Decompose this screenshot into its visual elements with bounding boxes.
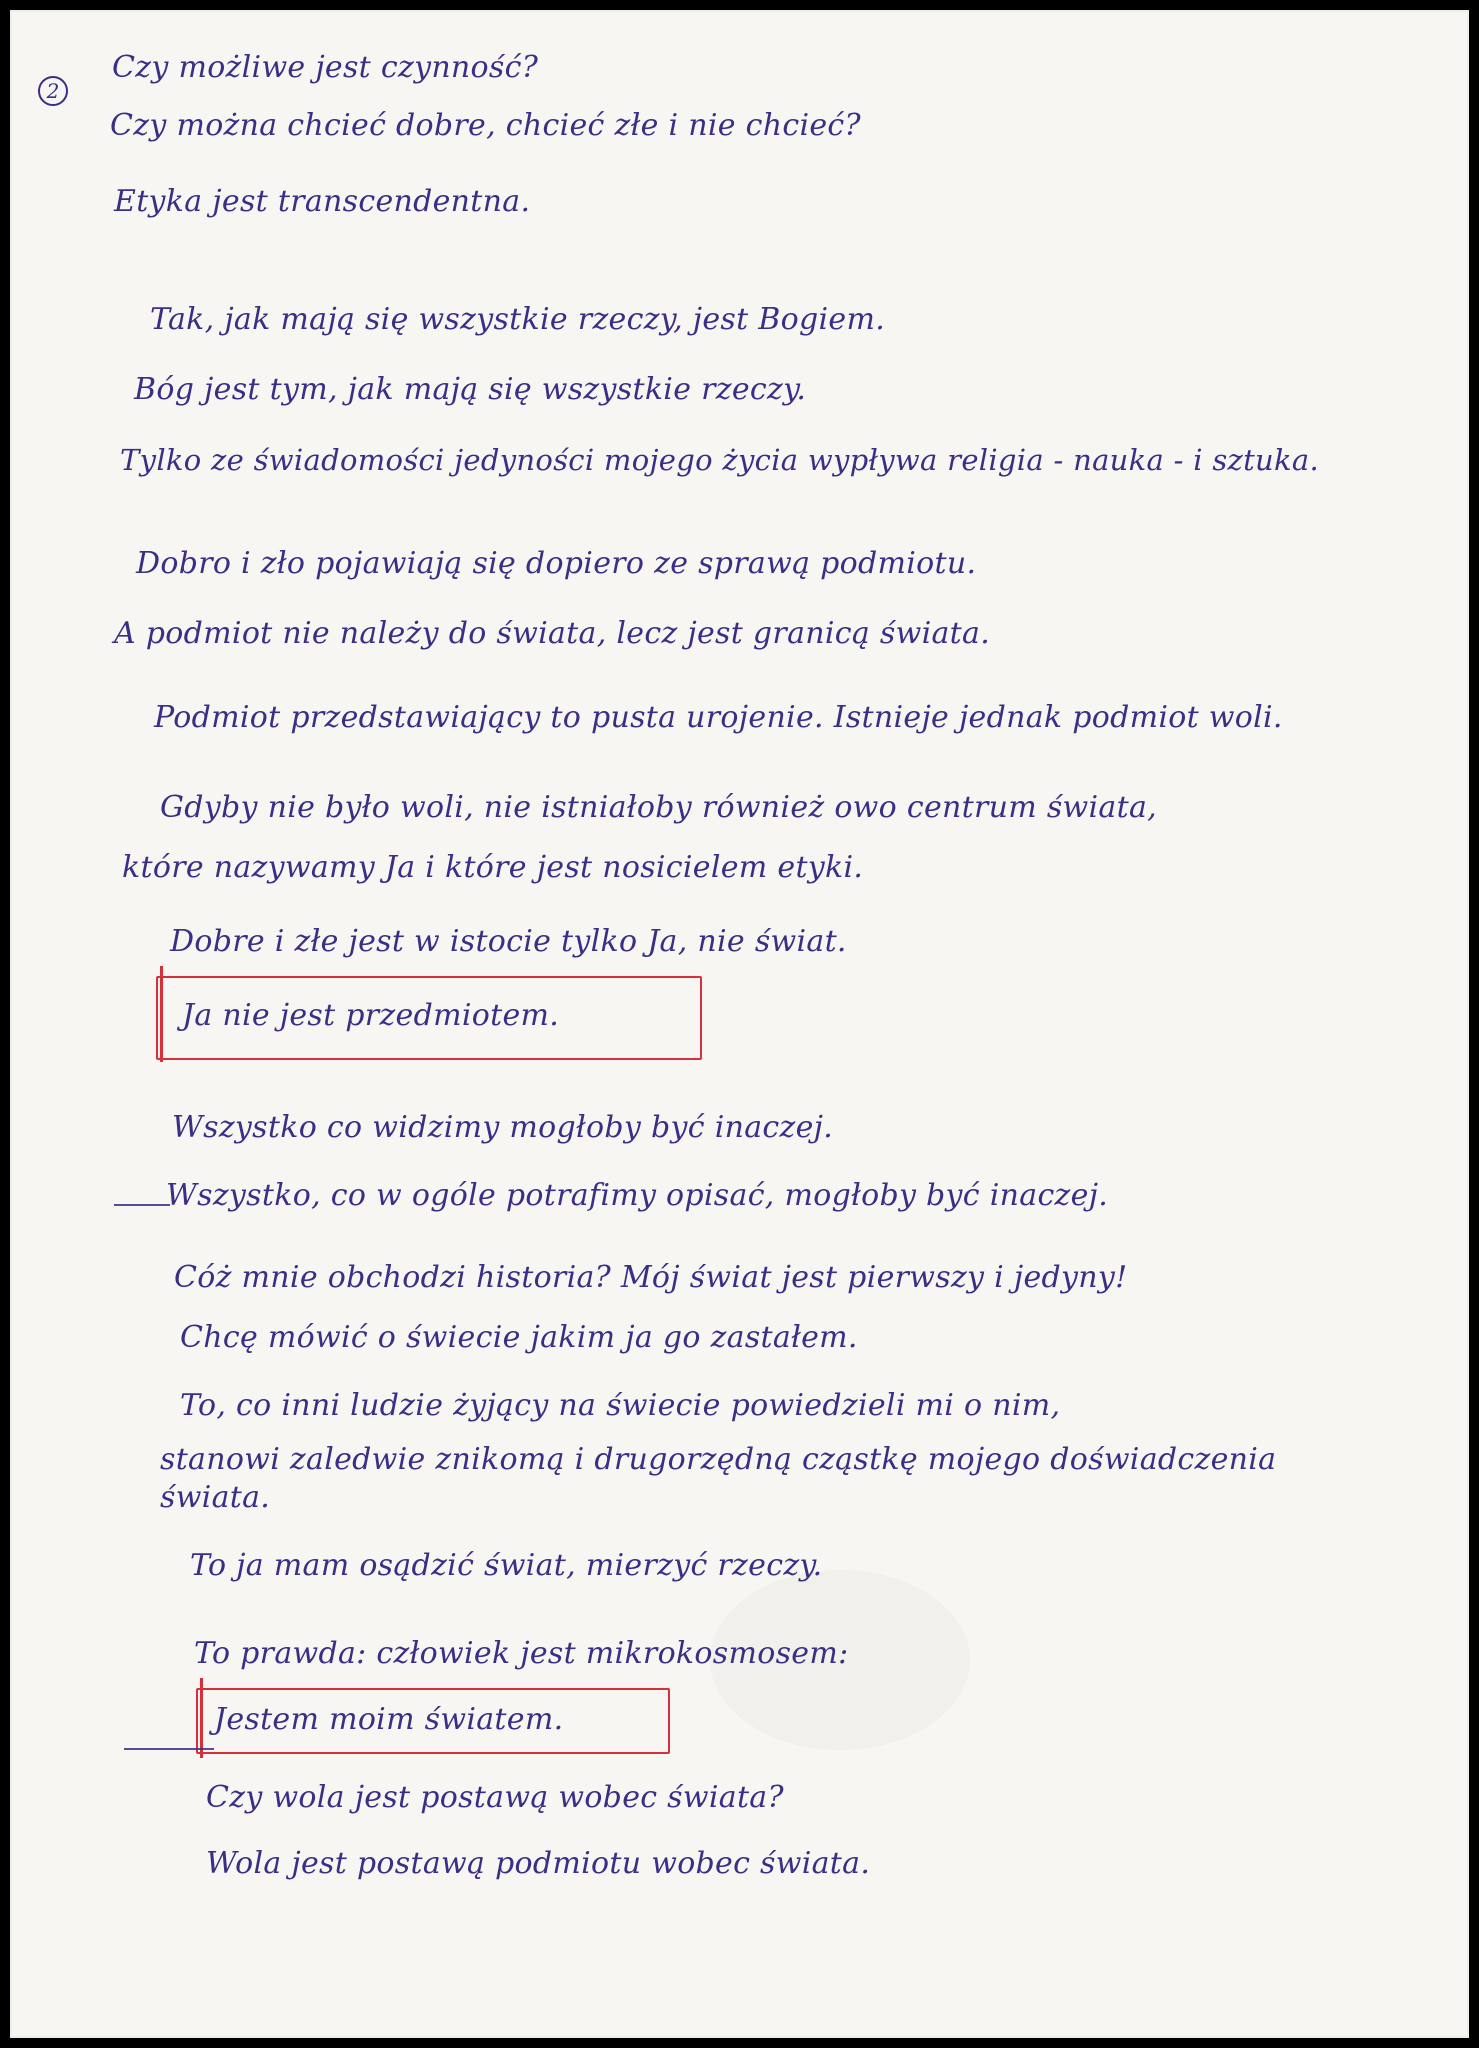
text-line-8: A podmiot nie należy do świata, lecz jest granicą świata. — [114, 616, 991, 651]
text-line-11: które nazywamy Ja i które jest nosicielem etyki. — [122, 850, 864, 885]
text-line-17: Chcę mówić o świecie jakim ja go zastałem. — [180, 1320, 858, 1355]
text-line-3: Etyka jest transcendentna. — [114, 184, 531, 219]
text-line-12: Dobre i złe jest w istocie tylko Ja, nie świat. — [170, 924, 847, 959]
text-line-19: stanowi zaledwie znikomą i drugorzędną cząstkę mojego doświadczenia — [160, 1442, 1277, 1477]
text-line-9: Podmiot przedstawiający to pusta urojenie. Istnieje jednak podmiot woli. — [154, 700, 1283, 735]
margin-rule-2 — [124, 1748, 214, 1750]
red-tick-mark-2 — [200, 1678, 203, 1758]
text-line-5: Bóg jest tym, jak mają się wszystkie rzeczy. — [134, 372, 807, 407]
text-line-6: Tylko ze świadomości jedyności mojego życia wypływa religia - nauka - i sztuka. — [120, 443, 1320, 477]
text-line-14: Wszystko co widzimy mogłoby być inaczej. — [172, 1110, 834, 1145]
text-line-16: Cóż mnie obchodzi historia? Mój świat jest pierwszy i jedyny! — [174, 1260, 1128, 1295]
text-line-15: Wszystko, co w ogóle potrafimy opisać, mogłoby być inaczej. — [166, 1178, 1109, 1213]
text-line-21: To ja mam osądzić świat, mierzyć rzeczy. — [190, 1548, 823, 1583]
red-tick-mark-1 — [160, 966, 163, 1062]
text-line-22: To prawda: człowiek jest mikrokosmosem: — [194, 1636, 849, 1671]
text-line-18: To, co inni ludzie żyjący na świecie powiedzieli mi o nim, — [180, 1388, 1061, 1423]
text-line-7: Dobro i zło pojawiają się dopiero ze sprawą podmiotu. — [136, 546, 977, 581]
text-line-25: Wola jest postawą podmiotu wobec świata. — [206, 1846, 871, 1881]
page-number: 2 — [38, 76, 68, 106]
text-line-24: Czy wola jest postawą wobec świata? — [206, 1780, 784, 1815]
text-line-23: Jestem moim światem. — [214, 1702, 564, 1737]
text-line-20: świata. — [160, 1480, 271, 1515]
manuscript-page — [10, 10, 1469, 2038]
text-line-4: Tak, jak mają się wszystkie rzeczy, jest Bogiem. — [150, 302, 886, 337]
text-line-10: Gdyby nie było woli, nie istniałoby również owo centrum świata, — [160, 790, 1157, 825]
text-line-2: Czy można chcieć dobre, chcieć złe i nie chcieć? — [110, 108, 861, 143]
text-line-1: Czy możliwe jest czynność? — [112, 50, 539, 85]
text-line-13: Ja nie jest przedmiotem. — [182, 998, 560, 1033]
margin-rule-1 — [114, 1204, 170, 1206]
